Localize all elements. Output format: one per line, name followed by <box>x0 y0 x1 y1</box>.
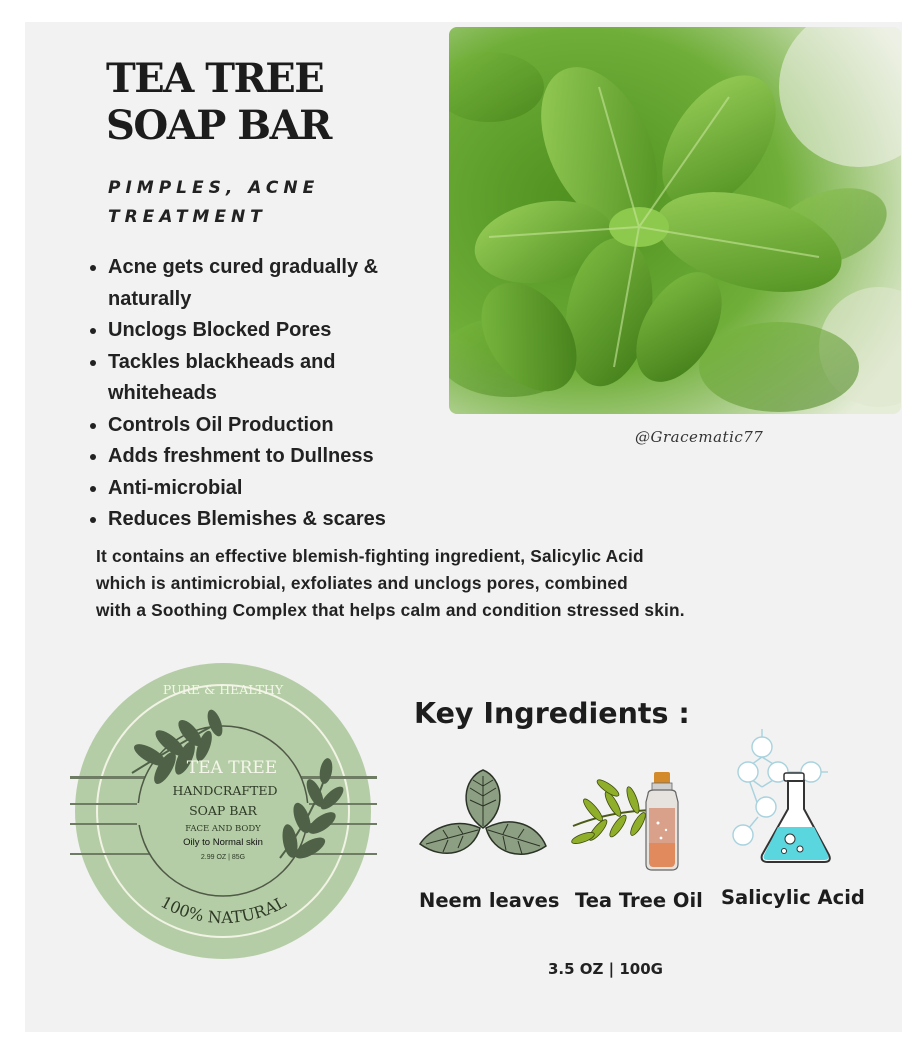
benefit-item: • Acne gets cured gradually & naturally <box>108 252 448 315</box>
salicylic-acid-icon <box>728 727 836 872</box>
soap-label-badge <box>70 663 377 960</box>
benefit-item: • Unclogs Blocked Pores <box>108 315 448 347</box>
neem-leaves-icon <box>418 766 548 871</box>
description-line: with a Soothing Complex that helps calm and condition stressed skin. <box>96 600 685 620</box>
badge-top-text: PURE & HEALTHY <box>162 682 284 697</box>
badge-line1: HANDCRAFTED <box>172 783 278 798</box>
title-line-1: TEA TREE <box>106 55 324 102</box>
badge-line2: SOAP BAR <box>189 803 257 818</box>
title-line-2: SOAP BAR <box>106 102 331 149</box>
badge-name: TEA TREE <box>186 758 278 778</box>
net-weight: 3.5 OZ | 100G <box>548 960 663 978</box>
badge-line3: FACE AND BODY <box>185 824 261 834</box>
badge-bottom-text: 100% NATURAL <box>157 892 290 928</box>
benefit-item: • Tackles blackheads and whiteheads <box>108 347 448 410</box>
tea-tree-oil-icon <box>568 768 696 877</box>
benefits-list <box>88 252 448 536</box>
key-ingredients-title: Key Ingredients : <box>414 697 690 730</box>
description-line: which is antimicrobial, exfoliates and unclogs pores, combined <box>96 573 628 593</box>
badge-weight: 2.99 OZ | 85G <box>200 854 246 861</box>
product-subtitle: PIMPLES, ACNE TREATMENT <box>108 178 320 227</box>
photo-credit: @Gracematic77 <box>635 428 764 446</box>
description-line: It contains an effective blemish-fighting ingredient, Salicylic Acid <box>96 546 644 566</box>
basil-photo <box>449 27 901 414</box>
benefit-item: • Controls Oil Production <box>108 410 448 442</box>
ingredient-label: Tea Tree Oil <box>575 889 703 912</box>
product-title <box>106 55 331 149</box>
description <box>96 543 796 624</box>
ingredient-label: Salicylic Acid <box>721 886 865 909</box>
badge-skin: Oily to Normal skin <box>183 837 263 848</box>
benefit-item: • Reduces Blemishes & scares <box>108 504 448 536</box>
benefit-item: • Anti-microbial <box>108 473 448 505</box>
ingredient-label: Neem leaves <box>419 889 560 912</box>
benefit-item: • Adds freshment to Dullness <box>108 441 448 473</box>
